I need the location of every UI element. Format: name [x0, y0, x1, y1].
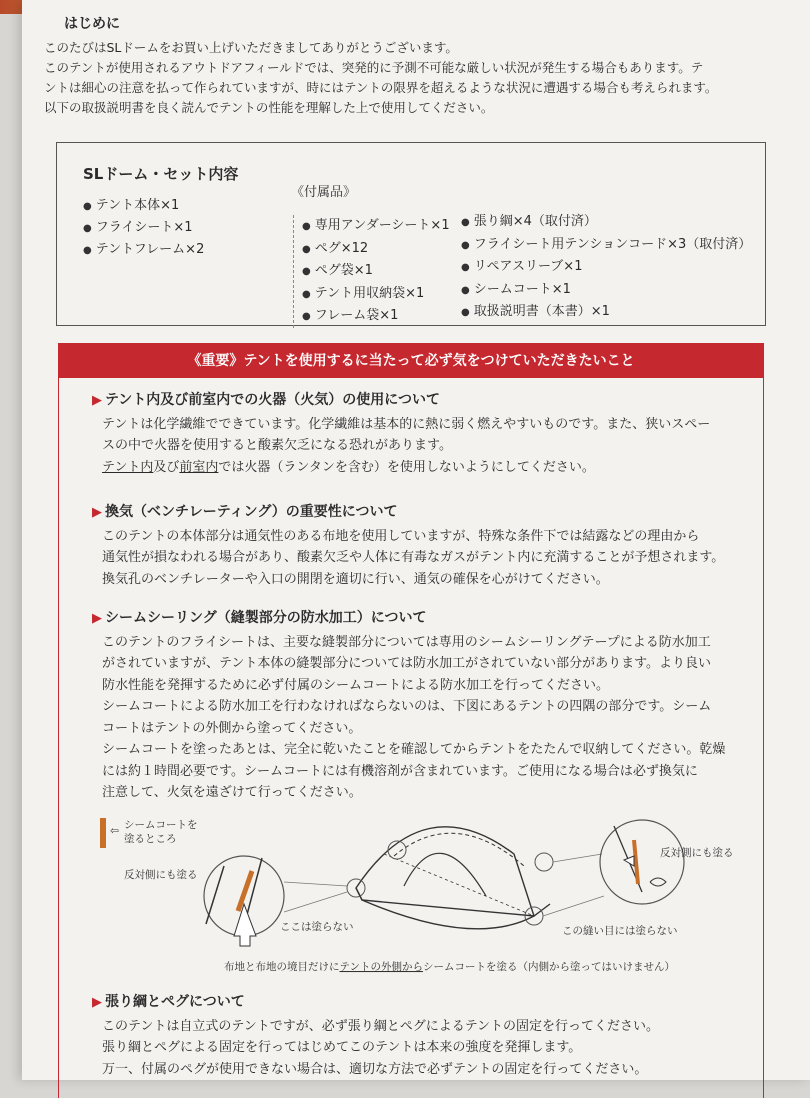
seam-coat-diagram: [94, 796, 774, 996]
caption-text: シームコートを塗る（内側から塗ってはいけません）: [422, 961, 675, 973]
accessory-item: ● 専用アンダーシート×1: [302, 215, 450, 238]
paint-other-side-label: 反対側にも塗る: [660, 847, 734, 859]
section-ventilation: [92, 502, 772, 590]
accessory-item: ● ペグ×12: [302, 238, 450, 261]
section-line: テントは化学繊維でできています。化学繊維は基本的に熱に弱く燃えやすいものです。また、狭いスペー: [102, 416, 711, 432]
accessories-column-2: [461, 211, 751, 324]
section-heading: ▶ シームシーリング（縫製部分の防水加工）について: [92, 608, 772, 630]
set-title: SLドーム・セット内容: [83, 165, 239, 183]
set-contents-box: [56, 142, 766, 326]
diagram-caption: [224, 960, 675, 973]
corner-detail-left: [204, 856, 284, 946]
caption-text: 布地と布地の境目だけに: [224, 961, 340, 973]
text-span: 及び: [153, 459, 180, 475]
legend-swatch: [100, 818, 106, 848]
accessories-title: 《付属品》: [291, 185, 357, 200]
section-line: 防水性能を発揮するために必ず付属のシームコートによる防水加工を行ってください。: [102, 677, 610, 693]
section-line: 万一、付属のペグが使用できない場合は、適切な方法で必ずテントの固定を行ってください。: [102, 1061, 648, 1077]
intro-line: このテントが使用されるアウトドアフィールドでは、突発的に予測不可能な厳しい状況が発生する場合もあります。テ: [44, 60, 704, 75]
section-heading: ▶ 張り綱とペグについて: [92, 992, 772, 1014]
section-line: シームコートを塗ったあとは、完全に乾いたことを確認してからテントをたたんで収納してください。乾燥: [102, 742, 726, 757]
section-heading: ▶ テント内及び前室内での火器（火気）の使用について: [92, 390, 772, 412]
accessory-item: ● フライシート用テンションコード×3（取付済）: [461, 234, 751, 257]
section-heading: ▶ 換気（ベンチレーティング）の重要性について: [92, 502, 772, 524]
accessories-column-1: [293, 215, 450, 328]
intro-heading: はじめに: [64, 16, 120, 32]
accessory-item: ● ペグ袋×1: [302, 260, 450, 283]
section-line: シームコートによる防水加工を行わなければならないのは、下図にあるテントの四隅の部分です。シーム: [102, 699, 712, 714]
legend-text: 塗るところ: [124, 833, 177, 845]
section-line: 張り綱とペグによる固定を行ってはじめてこのテントは本来の強度を発揮します。: [102, 1040, 582, 1055]
set-item: ● テント本体×1: [83, 195, 204, 217]
legend-text: シームコートを: [124, 819, 198, 831]
corner-detail-right: [600, 820, 684, 904]
accessory-item: ● 張り綱×4（取付済）: [461, 211, 751, 234]
section-line: には約１時間必要です。シームコートには有機溶剤が含まれています。ご使用になる場合は必ず換気に: [102, 763, 698, 779]
intro-line: このたびはSLドームをお買い上げいただきましてありがとうございます。: [44, 40, 458, 55]
no-paint-seam-label: この縫い目には塗らない: [562, 925, 678, 937]
important-banner: 《重要》テントを使用するに当たって必ず気をつけていただきたいこと: [58, 343, 764, 377]
section-line: 通気性が損なわれる場合があり、酸素欠乏や人体に有毒なガスがテント内に充満することが予想されます。: [102, 550, 725, 565]
section-line: スの中で火器を使用すると酸素欠乏になる恐れがあります。: [102, 438, 452, 453]
intro-line: ントは細心の注意を払って作られていますが、時にはテントの限界を超えるような状況に遭遇する場合も考えられます。: [44, 80, 718, 95]
set-items: [83, 195, 204, 261]
paint-other-side-label: 反対側にも塗る: [124, 869, 198, 881]
tent-illustration: [284, 827, 604, 929]
section-fire: [92, 390, 772, 478]
no-paint-label: ここは塗らない: [280, 921, 354, 933]
accessory-item: ● リペアスリーブ×1: [461, 256, 751, 279]
intro-section: [44, 14, 784, 118]
caption-underlined: テントの外側から: [339, 961, 423, 973]
set-item: ● フライシート×1: [83, 217, 204, 239]
section-line: このテントは自立式のテントですが、必ず張り綱とペグによるテントの固定を行ってください。: [102, 1018, 660, 1034]
accessory-item: ● シームコート×1: [461, 279, 751, 302]
intro-line: 以下の取扱説明書を良く読んでテントの性能を理解した上で使用してください。: [44, 100, 494, 115]
underlined-text: テント内: [102, 459, 154, 475]
text-span: では火器（ランタンを含む）を使用しないようにしてください。: [218, 459, 595, 475]
legend-arrow-icon: ⇦: [110, 825, 119, 837]
accessory-item: ● 取扱説明書（本書）×1: [461, 301, 751, 324]
accessory-item: ● テント用収納袋×1: [302, 283, 450, 306]
section-line: 注意して、火気を遠ざけて行ってください。: [102, 785, 362, 800]
section-guylines-pegs: [92, 992, 772, 1080]
section-line: このテントの本体部分は通気性のある布地を使用していますが、特殊な条件下では結露などの理由から: [102, 528, 700, 544]
set-item: ● テントフレーム×2: [83, 239, 204, 261]
section-line: このテントのフライシートは、主要な縫製部分については専用のシームシーリングテープによる防水加工: [102, 634, 711, 650]
section-seam-sealing: [92, 608, 772, 804]
section-line: コートはテントの外側から塗ってください。: [102, 720, 362, 736]
section-line: がされていますが、テント本体の縫製部分については防水加工がされていない部分があります。より良い: [102, 656, 712, 671]
section-line: [92, 457, 772, 479]
underlined-text: 前室内: [179, 459, 219, 475]
section-line: 換気孔のベンチレーターや入口の開閉を適切に行い、通気の確保を心がけてください。: [102, 571, 609, 587]
accessory-item: ● フレーム袋×1: [302, 305, 450, 328]
